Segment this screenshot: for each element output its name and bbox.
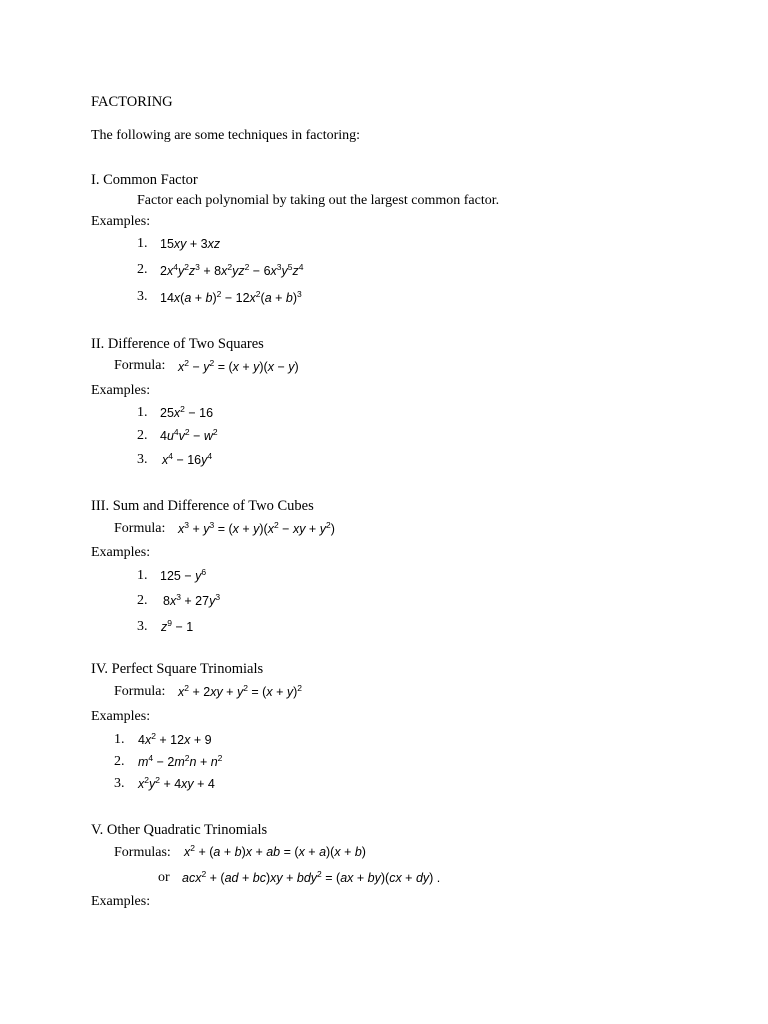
example-number: 2.	[137, 262, 148, 277]
example-number: 3.	[137, 619, 148, 634]
example-number: 1.	[114, 732, 125, 747]
example-expression: $x^4 - 16y^4$	[162, 451, 213, 467]
example-expression: $8x^3 + 27y^3$	[163, 592, 221, 608]
formula-label: Formula:	[114, 358, 166, 373]
example-number: 1.	[137, 405, 148, 420]
formula-expression: $x^2 + 2xy + y^2 = (x + y)^2$	[178, 683, 302, 699]
section-heading-sum-difference-cubes: III. Sum and Difference of Two Cubes	[91, 498, 314, 514]
or-label: or	[158, 870, 170, 885]
example-number: 3.	[114, 776, 125, 791]
formula-expression: $x^2 + (a + b)x$ + ab = (x + a)(x + b)	[184, 843, 366, 859]
example-number: 1.	[137, 236, 148, 251]
formula-label: Formula:	[114, 521, 166, 536]
section-heading-common-factor: I. Common Factor	[91, 172, 198, 188]
example-number: 2.	[137, 593, 148, 608]
examples-label: Examples:	[91, 383, 151, 398]
example-expression: $x^2y^2 + 4xy + 4$	[138, 775, 215, 791]
example-number: 3.	[137, 289, 148, 304]
example-expression: $2x^4y^2z^3 + 8x^2yz^2 - 6x^3y^5z^4$	[160, 262, 304, 278]
formula-label: Formula:	[114, 684, 166, 699]
document-title: FACTORING	[91, 94, 173, 110]
example-expression: $125 - y^6$	[160, 567, 207, 583]
examples-label: Examples:	[91, 894, 151, 909]
section-heading-other-quadratic-trinomials: V. Other Quadratic Trinomials	[91, 822, 268, 838]
section-heading-perfect-square-trinomials: IV. Perfect Square Trinomials	[91, 661, 264, 677]
examples-label: Examples:	[91, 545, 151, 560]
formula-expression: $x^2 - y^2 = (x + y)(x - y)$	[178, 358, 299, 374]
formula-label: Formulas:	[114, 845, 171, 860]
example-number: 2.	[114, 754, 125, 769]
example-expression: $4u^4v^2 - w^2$	[160, 427, 218, 443]
example-expression: $14x(a + b)^2 - 12x^2(a + b)^3$	[160, 289, 302, 305]
section-description: Factor each polynomial by taking out the largest common factor.	[137, 193, 500, 208]
examples-label: Examples:	[91, 214, 151, 229]
example-number: 3.	[137, 452, 148, 467]
example-expression: $4x^2 + 12x + 9$	[138, 731, 212, 747]
formula-expression: $x^3 + y^3 = (x + y)(x^2$ − xy + $y^2$)	[178, 520, 335, 536]
formula-expression-alt: acx$^2$ + (ad + bc)xy + bdy$^2$ = (ax + by)(cx + dy) .	[182, 869, 441, 885]
example-number: 1.	[137, 568, 148, 583]
example-expression: $m^4 - 2m^2n + n^2$	[138, 753, 223, 769]
example-expression: 15xy + 3xz	[160, 237, 221, 251]
examples-label: Examples:	[91, 709, 151, 724]
section-heading-difference-of-squares: II. Difference of Two Squares	[91, 336, 264, 352]
example-expression: $25x^2 - 16$	[160, 404, 214, 420]
example-number: 2.	[137, 428, 148, 443]
intro-text: The following are some techniques in factoring:	[91, 128, 361, 143]
example-expression: $z^9 - 1$	[161, 618, 194, 634]
